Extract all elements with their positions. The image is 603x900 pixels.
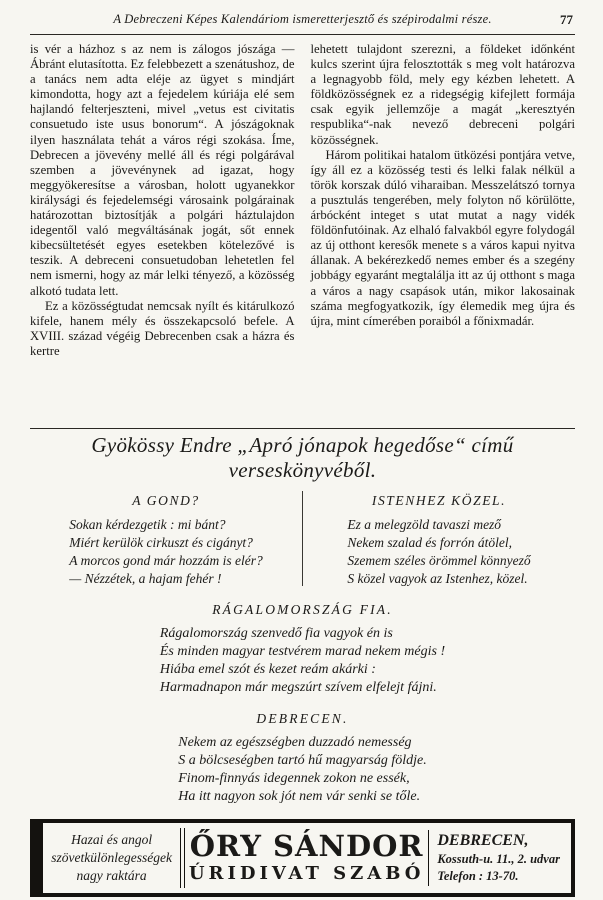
poem-lines: Nekem az egészségben duzzadó nemesség S a bölcseségben tartó hű magyarság földje. Finom-finnyás idegennek zokon ne essék, Ha itt nagyon sok jót nem vár senki se tőle.	[178, 735, 427, 804]
running-title: A Debreczeni Képes Kalendáriom ismeretterjesztő és szépirodalmi része.	[113, 12, 492, 26]
paragraph: Ez a közösségtudat nemcsak nyílt és kitárulkozó kifele, hanem mély és összekapcsoló befele. A XVIII. század végéig Debrecenben csak a házra és kertre	[30, 298, 295, 358]
ad-left-text: Hazai és angol szövetkülönlegességek nagy raktára	[51, 832, 172, 883]
advertisement-box	[30, 819, 575, 897]
ad-business-type: ÚRIDIVAT SZABÓ	[188, 863, 425, 884]
poem-title: DEBRECEN.	[256, 711, 349, 726]
poem-debrecen	[30, 711, 575, 806]
poems-section-title: Gyökössy Endre „Apró jónapok hegedőse“ című verseskönyvéből.	[91, 433, 514, 482]
paragraph: Három politikai hatalom ütközési pontjára vetve, így áll ez a közösség testi és lelki falak nélkül a török korszak dúló viharaiban. Messzelátszó tornya a pusztulás tengerében, mely folyton nő körülötte, árbócként integet s utat mutat a nagy vidék földönfutóinak. Az elhaló falvakból egyre folydogál az új otthont keresők menete s a város kapui nyitva állanak. A bekérezkedő nemes ember és a szegény jobbágy egyaránt megtalálja itt az új otthont s maga a város a nagy csapások után, mikor lakosainak száma megfogyatkozik, így élemedik meg újra és újra, mint címerében poraiból a főnixmadár.	[310, 147, 575, 328]
poems-section	[30, 433, 575, 806]
ad-left-cell	[43, 823, 180, 893]
poem-row	[30, 487, 575, 588]
article-column-right	[311, 42, 576, 422]
paragraph: lehetett tulajdont szerezni, a földeket időnként kulcs szerint újra felosztották s meg volt határozva a legnagyobb föld, mely egy kézben lehetett. A földközösségnek ez a ridegségig kifejlett formája csak egyik jellemzője a magát „keresztyén respublika“-nak nevező debreceni polgári közösségnek.	[310, 42, 575, 147]
ad-city: DEBRECEN,	[437, 832, 529, 849]
poem-lines: Ez a melegzöld tavaszi mező Nekem szalad és forrón átölel, Szemem széles örömmel könnyező S közel vagyok az Istenhez, közel.	[347, 517, 531, 586]
poem-lines: Sokan kérdezgetik : mi bánt? Miért kerülök cirkuszt és cigányt? A morcos gond már hozzám is elér? — Nézzétek, a hajam fehér !	[69, 517, 263, 586]
poem-title: A GOND?	[132, 493, 200, 508]
header-rule	[30, 34, 575, 35]
ad-business-name: ŐRY SÁNDOR	[189, 829, 424, 863]
article-body	[30, 42, 575, 422]
article-column-left	[30, 42, 295, 422]
poem-a-gond	[30, 487, 302, 588]
page-header	[30, 12, 575, 30]
page-number: 77	[560, 12, 573, 27]
poem-istenhez-kozel	[303, 487, 575, 588]
ad-center-cell	[185, 823, 429, 893]
poem-lines: Rágalomország szenvedő fia vagyok én is És minden magyar testvérem marad nekem mégis ! Hiába emel szót és kezet reám akárki : Harmadnapon már megszúrt szívem elfelejt fájni.	[159, 626, 446, 695]
poem-ragalomorszag-fia	[30, 602, 575, 697]
paragraph: is vér a házhoz s az nem is zálogos jószága — Ábránt elutasította. Ez felebbezett a szenátushoz, de a tanács nem adta eléje az ügyet s mindjárt kimondotta, hogy azt a fejedelem kúriája elé sem hajlandó felterjeszteni, mivel „vetus est civitatis consuetudo iste usus bonorum“. A jószágoknak ilyen használata tehát a város régi szokása. Íme, Debrecen a jövevény mellé áll és régi polgárával szemben a jövevénynek ad igazat, hogy meggyökeresítse a városban, holott ugyanekkor királysági és fejedelemségi városaink polgárainak határozottan biztosítják a polgári háztulajdon idegentől való megváltásának jogát, sőt ennek kibecsültetését egyes esetekben kötelezővé is teszik. A debreceni consuetudoban lehetetlen fel nem ismerni, hogy az már lelki tényező, a közösség alkotó tudata lett.	[30, 42, 295, 298]
ad-address-cell	[429, 823, 571, 893]
section-divider	[30, 428, 575, 429]
ad-phone: Telefon : 13-70.	[437, 869, 519, 883]
poem-title: RÁGALOMORSZÁG FIA.	[212, 602, 393, 617]
poem-title: ISTENHEZ KÖZEL.	[371, 493, 507, 508]
ad-street: Kossuth-u. 11., 2. udvar	[437, 852, 560, 866]
